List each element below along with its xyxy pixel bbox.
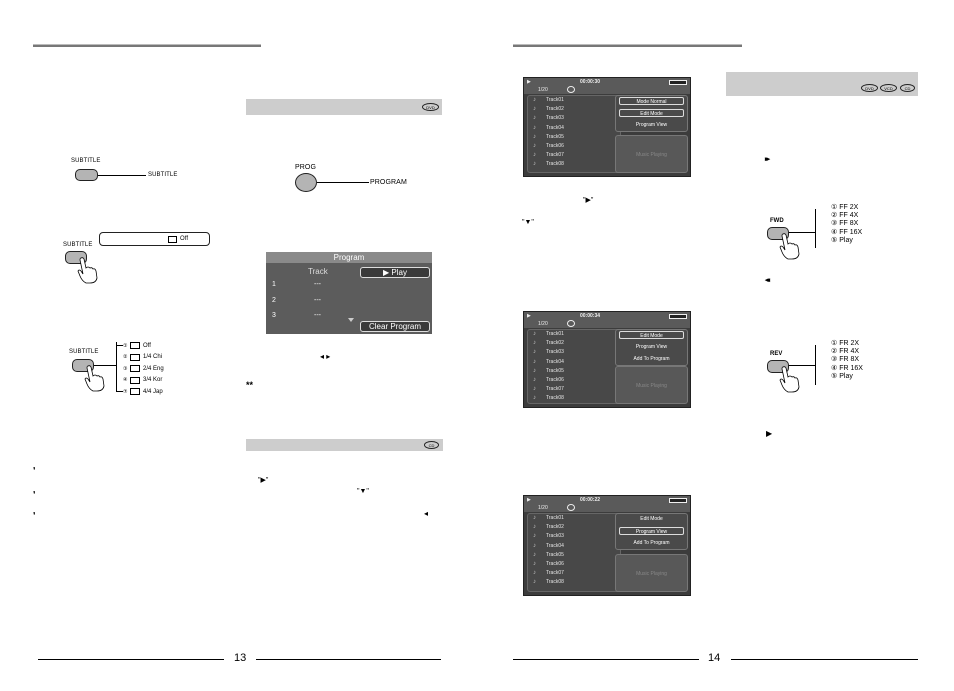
subtitle-option: ③ 2/4 Eng [123, 365, 164, 372]
elapsed-time: 00:00:30 [580, 79, 601, 85]
list-item[interactable]: ♪ Track04 [533, 542, 564, 549]
track-list [527, 329, 621, 404]
footer-line [731, 659, 918, 660]
subtitle-button-label: SUBTITLE [69, 349, 99, 355]
pointing-hand-icon [778, 365, 802, 393]
program-row-value: --- [314, 312, 321, 319]
screen-status-bar [524, 496, 690, 512]
list-item[interactable]: ♪ Track07 [533, 570, 564, 577]
bullet-mark: ❜ [33, 511, 36, 520]
player-screen [523, 77, 691, 177]
list-item[interactable]: ♪ Track06 [533, 142, 564, 149]
subtitle-options-list [117, 340, 164, 398]
music-status-panel: Music Playing [615, 135, 688, 173]
list-item[interactable]: ♪ Track04 [533, 358, 564, 365]
ff-option: ③ FF 8X [831, 220, 859, 228]
track-count: 1/20 [538, 505, 548, 511]
subtitle-button[interactable] [75, 169, 98, 181]
list-item[interactable]: ♪ Track05 [533, 551, 564, 558]
list-item[interactable]: ♪ Track08 [533, 395, 564, 402]
pointing-hand-icon [76, 256, 100, 284]
play-state-icon: ▶ [527, 497, 531, 503]
prog-callout-label: PROGRAM [370, 179, 407, 186]
cd-badge: CD [900, 84, 915, 92]
menu-item[interactable]: Edit Mode [619, 109, 684, 117]
menu-item[interactable]: Edit Mode [619, 331, 684, 339]
cd-badge: CD [424, 441, 439, 449]
program-menu-title: Program [266, 252, 432, 263]
track-count: 1/20 [538, 321, 548, 327]
option-menu [615, 95, 688, 132]
program-row-num: 3 [272, 312, 276, 319]
scroll-down-icon [348, 318, 354, 322]
program-menu [266, 252, 432, 334]
media-type-icon [669, 498, 687, 503]
player-screen [523, 311, 691, 408]
menu-item[interactable]: Mode Normal [619, 97, 684, 105]
down-symbol-quote: "▼" [357, 488, 369, 495]
playback-section-bar [726, 72, 918, 96]
play-state-icon: ▶ [527, 79, 531, 85]
menu-item[interactable]: Add To Program [633, 540, 670, 546]
option-menu [615, 513, 688, 550]
fwd-button-label: FWD [770, 218, 784, 224]
footer-line [38, 659, 224, 660]
media-type-icon [669, 80, 687, 85]
program-row-value: --- [314, 281, 321, 288]
play-state-icon: ▶ [527, 313, 531, 319]
list-item[interactable]: ♪ Track05 [533, 367, 564, 374]
page-number: 13 [234, 652, 247, 664]
disc-icon [567, 504, 575, 511]
disc-icon [567, 86, 575, 93]
program-play-button[interactable]: ▶ Play [360, 267, 430, 278]
double-asterisk: ** [246, 380, 254, 390]
menu-item[interactable]: Program View [635, 344, 668, 350]
player-screen [523, 495, 691, 596]
list-item[interactable]: ♪ Track08 [533, 161, 564, 168]
play-symbol-quote: "▶" [583, 197, 594, 204]
subtitle-callout-line [98, 175, 146, 176]
subtitle-callout-label: SUBTITLE [148, 172, 178, 178]
prog-button[interactable] [295, 173, 317, 192]
menu-item[interactable]: Edit Mode [640, 516, 663, 522]
fr-bracket-line [789, 365, 815, 366]
bullet-mark: ❜ [33, 490, 36, 499]
fr-option: ③ FR 8X [831, 356, 860, 364]
program-row-value: --- [314, 297, 321, 304]
left-arrow-symbol: ◂ [424, 509, 429, 518]
menu-item[interactable]: Program View [619, 527, 684, 535]
disc-icon [567, 320, 575, 327]
footer-line [256, 659, 441, 660]
prog-button-label: PROG [295, 164, 317, 171]
list-item[interactable]: ♪ Track06 [533, 376, 564, 383]
fast-forward-icon: ▸▸ [765, 156, 769, 163]
subtitle-button-label: SUBTITLE [63, 242, 93, 248]
option-menu [615, 329, 688, 366]
subtitle-bracket-line [94, 365, 116, 366]
left-right-arrows: ◂ ▸ [320, 352, 331, 361]
list-item[interactable]: ♪ Track07 [533, 152, 564, 159]
prog-callout-line [317, 182, 369, 183]
subtitle-option: ① Off [117, 340, 164, 352]
vcd-badge: VCD [880, 84, 897, 92]
media-type-icon [669, 314, 687, 319]
header-rule-right [513, 44, 742, 47]
down-symbol-quote: "▼" [522, 219, 534, 226]
subtitle-option: ④ 3/4 Kor [123, 377, 163, 384]
list-item[interactable]: ♪ Track01 [533, 97, 564, 103]
fast-rewind-icon: ◂◂ [765, 277, 769, 284]
page-number: 14 [708, 652, 721, 664]
list-item[interactable]: ♪ Track01 [533, 331, 564, 337]
ff-speed-list [816, 204, 862, 245]
dvd-badge: DVD [861, 84, 878, 92]
bullet-mark: ❜ [33, 466, 36, 475]
ff-option: ① FF 2X [831, 204, 859, 211]
ff-option: ④ FF 16X [831, 228, 863, 236]
play-icon: ▶ [766, 429, 773, 438]
list-item[interactable]: ♪ Track03 [533, 115, 564, 122]
subtitle-option: ② 1/4 Chi [123, 354, 163, 361]
ff-option: ⑤ Play [831, 236, 853, 244]
program-track-header: Track [308, 267, 328, 276]
subtitle-osd-value: Off [180, 236, 189, 242]
fr-option: ② FR 4X [831, 348, 860, 356]
fr-option: ⑤ Play [831, 372, 853, 380]
screen-status-bar [524, 312, 690, 328]
list-item[interactable]: ♪ Track05 [533, 133, 564, 140]
elapsed-time: 00:00:34 [580, 313, 601, 319]
menu-item[interactable]: Program View [635, 122, 668, 128]
list-item[interactable]: ♪ Track08 [533, 579, 564, 586]
fr-option: ④ FR 16X [831, 364, 863, 372]
play-symbol-quote: "▶" [258, 477, 269, 484]
footer-line [513, 659, 699, 660]
track-list [527, 95, 621, 173]
list-item[interactable]: ♪ Track02 [533, 106, 564, 113]
track-count: 1/20 [538, 87, 548, 93]
pointing-hand-icon [83, 364, 107, 392]
dvd-badge: DVD [422, 103, 439, 111]
subtitle-option: ⑦ 4/4 Jap [117, 386, 164, 398]
cd-section-bar [246, 439, 443, 451]
menu-item[interactable]: Add To Program [633, 356, 670, 362]
dvd-section-bar [246, 99, 442, 115]
subtitle-osd-box [99, 232, 210, 246]
pointing-hand-icon [778, 232, 802, 260]
track-list [527, 513, 621, 592]
program-row-num: 1 [272, 281, 276, 288]
fr-speed-list [816, 340, 863, 381]
subtitle-osd-icon [168, 236, 177, 243]
subtitle-button-label: SUBTITLE [71, 158, 101, 164]
ff-bracket-line [789, 232, 815, 233]
list-item[interactable]: ♪ Track06 [533, 560, 564, 567]
list-item[interactable]: ♪ Track02 [533, 340, 564, 347]
program-row-num: 2 [272, 297, 276, 304]
rev-button-label: REV [770, 351, 783, 357]
screen-status-bar [524, 78, 690, 94]
list-item[interactable]: ♪ Track02 [533, 524, 564, 531]
list-item[interactable]: ♪ Track03 [533, 533, 564, 540]
fr-option: ① FR 2X [831, 340, 860, 347]
list-item[interactable]: ♪ Track03 [533, 349, 564, 356]
elapsed-time: 00:00:22 [580, 497, 601, 503]
list-item[interactable]: ♪ Track01 [533, 515, 564, 521]
ff-option: ② FF 4X [831, 212, 859, 220]
clear-program-button[interactable]: Clear Program [360, 321, 430, 332]
music-status-panel: Music Playing [615, 554, 688, 592]
header-rule-left [33, 44, 261, 47]
list-item[interactable]: ♪ Track07 [533, 386, 564, 393]
music-status-panel: Music Playing [615, 366, 688, 404]
list-item[interactable]: ♪ Track04 [533, 124, 564, 131]
